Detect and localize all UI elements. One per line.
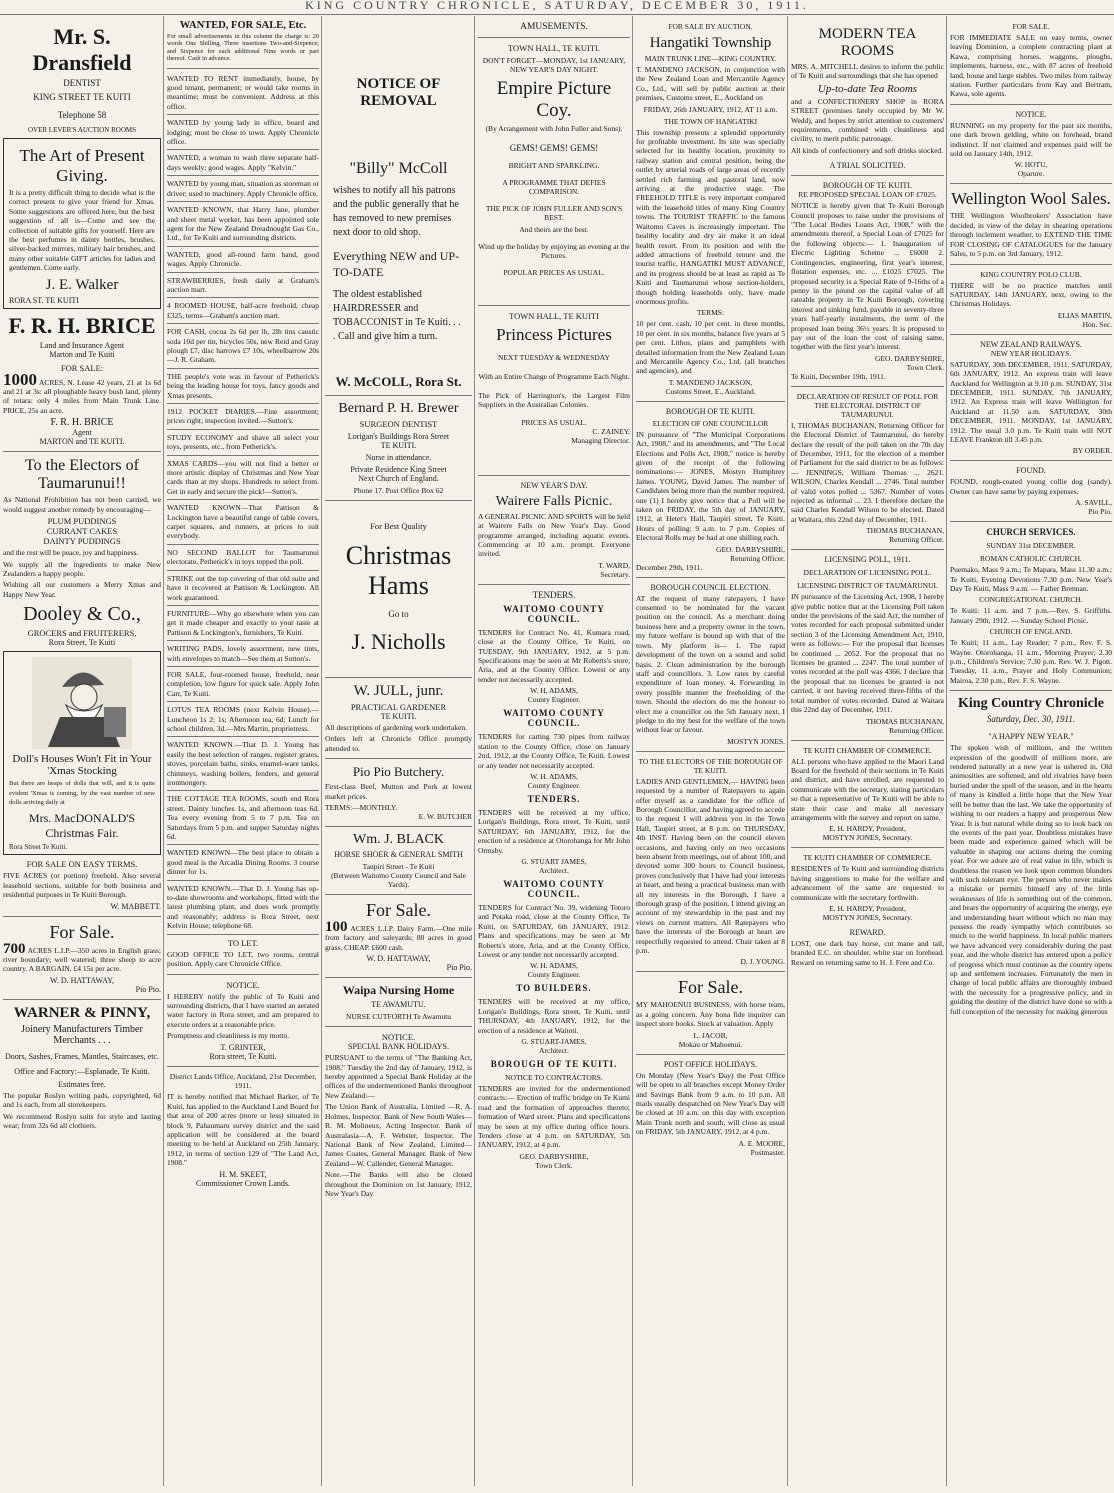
tearooms-body: and a CONFECTIONERY SHOP in RORA STREET (premises lately occupied by Mr W. Wedd), and hopes by strict attention to customers' requirements, combined with cleanliness and civility, to merit public patronage. <box>791 96 944 144</box>
classified-ad: WANTED KNOWN—The best place to obtain a good meal is the Arcadia Dining Rooms. 3 course dinner for 1s. <box>167 848 319 877</box>
tender-role: County Engineer. <box>527 780 581 790</box>
nicholls-pre: For Best Quality <box>370 521 427 531</box>
loan-body: NOTICE is hereby given that Te Kuiti Borough Council proposes to raise under the provisions of "The Local Bodies Loans Act, 1908," with the amendments thereof, a Special Loan of £7025 for the following objects:— 1. Inauguration of Electric Lighting Scheme ... £6000 2. Contingencies, engineering, first year's interest, flotation expenses, etc. ... £1025 £7025. The proposed security is a Special Rate of 9-16ths of a penny in the pound on the capital value of all rateable property in Te Kuiti Borough, covering interest and sinking fund, payable in seventy-three years half-yearly instalments, the term of the proposed loan being 36½ years. It is proposed to pay out of the loan the cost of raising same, together with the first year's interest. <box>791 201 944 352</box>
nicholls-go: Go to <box>388 609 409 619</box>
railways-sub: NEW YEAR HOLIDAYS. <box>990 348 1072 358</box>
licensing-title: LICENSING POLL, 1911. <box>824 555 911 565</box>
hotu-signature: W. HOTU, <box>1014 160 1048 170</box>
loan-borough: BOROUGH OF TE KUITI. <box>822 181 913 191</box>
classified-ad: THE people's vote was in favour of Petherick's being the leading house for toys, fancy goods and Xmas presents. <box>167 371 319 400</box>
empire-programme: A PROGRAMME THAT DEFIES COMPARISON. <box>502 178 606 196</box>
electors-signature: D. J. YOUNG. <box>740 957 785 967</box>
hattaway-place: Pio Pio. <box>135 984 161 994</box>
hangatiki-body: T. MANDENO JACKSON, in conjunction with the New Zealand Loan and Mercantile Agency Co., Ltd., will sell by public auction at their premises, Customs street, E., Auckland on <box>636 65 785 103</box>
bank-list: The Union Bank of Australia, Limited —R. A. Holmes, Inspector. Bank of New South Wales—R. M. Molineux, Acting Inspector. Bank of Australasia—A. F. Webster, Inspector. The National Bank of New Zealand, Limited—James Coates, General Manager. Bank of New Zealand—W. Callender, General Manager. <box>325 1102 472 1168</box>
easyterms-title: FOR SALE ON EASY TERMS. <box>26 859 138 870</box>
jull-body: Orders left at Chronicle Office promptly attended to. <box>325 734 472 753</box>
tender-body: TENDERS will be received at my office, Lorigan's Buildings, Rora street, Te Kuiti, until THURSDAY, 4th JANUARY, 1912, for the erection of a residence at Waitoti. <box>478 997 630 1035</box>
empire-bright: BRIGHT AND SPARKLING. <box>508 161 600 170</box>
waipa-title: Waipa Nursing Home <box>342 983 455 998</box>
licensing-body: IN pursuance of the Licensing Act, 1908, I hereby give public notice that at the Licensing Poll taken under the provisions of the said Act, the number of votes recorded for each proposal submitted under section 3 of the Licensing Amendment Act, 1910, were as follows:— For the proposal that licenses be continued ... 2052. For the proposal that no licenses be granted ... 2247. The total number of votes recorded at the poll was 4366. I declare that the proposal that no licenses be granted is not carried, it not having received three-fifths of the total number of votes recorded. Dated at Waitara this 22nd day of December, 1911. <box>791 592 944 715</box>
column-rule <box>632 16 633 1486</box>
classified-ad: NO SECOND BALLOT for Taumarunui electorate, Petherick's in toys topped the poll. <box>167 547 319 567</box>
classified-ad: FURNITURE—Why go elsewhere when you can get it made cheaper and exactly to your taste at Pattison & Lockington's, furnishers, Te Kuiti. <box>167 608 319 637</box>
hangatiki-body: This township presents a splendid opportunity for profitable investment. Its site was specially selected for its healthy location, proximity to railway station and central position, being the outlet by arterial roads of large areas of recently settled rich farming and pastoral land, now arriving at the productive stage. The FREEHOLD TITLE is very important compared with the leasehold titles of many King Country towns. The TOURIST TRAFFIC to the famous Waitomo Caves is increasingly important. The healthy locality and dry air make it an ideal health resort. From its position and with the added attractions of freehold tenure and the tourist traffic, HANGATIKI MUST ADVANCE, and its progress should be at least as rapid as Te Kuiti and Taumarunui whose section-holders, though holding leaseholds only, have made enormous profits. <box>636 127 785 306</box>
black-name: Wm. J. BLACK <box>353 832 444 848</box>
classified-ad: 1912 POCKET DIARIES.—Fine assortment; prices right; inspection invited.—Sutton's. <box>167 407 319 426</box>
tender-signature: W. H. ADAMS, <box>530 961 578 971</box>
hotu-place: Oparure. <box>1017 169 1045 179</box>
classified-ad: STUDY ECONOMY and shave all select your toys, presents, etc., from Petherick's. <box>167 432 319 452</box>
loan-role: Town Clerk. <box>906 362 944 372</box>
grinter-body: I HEREBY notify the public of Te Kuiti and surrounding districts, that I have started an aerated water factory in Rora street, and am prepared to execute orders at a reasonable price. <box>167 991 319 1029</box>
tender-builders: TO BUILDERS. <box>516 983 592 994</box>
hangatiki-date: FRIDAY, 26th JANUARY, 1912, AT 11 a.m. <box>643 104 778 114</box>
classified-list <box>167 74 319 935</box>
column-rule <box>946 16 947 1486</box>
black-line: Taupiri Street - Te Kuiti <box>362 862 435 872</box>
easyterms-signature: W. MABBETT. <box>110 901 161 911</box>
dooley-body: Wishing all our customers a Merry Xmas and Happy New Year. <box>3 580 161 599</box>
amusements-heading: AMUSEMENTS. <box>520 22 588 32</box>
tender-signature: G. STUART JAMES, <box>521 856 587 866</box>
election-date: December 29th, 1911. <box>636 562 703 572</box>
black-title: HORSE SHOER & GENERAL SMITH <box>334 850 463 860</box>
dooley-item: CURRANT CAKES <box>46 526 118 537</box>
empire-gems: GEMS! GEMS! GEMS! <box>509 143 599 153</box>
classified-ad: THE COTTAGE TEA ROOMS, south end Rora street. Dainty lunches 1s, and afternoon teas 6d. Tea every evening from 5 to 7 p.m. Tea on Saturdays from 5 p.m. and supper Saturday nights 6d. <box>167 794 319 842</box>
classifieds-note: For small advertisements in this column the charge is: 20 words One Shilling, Three insertions Two-and-Sixpence; and Sixpence for each additional Nine words or part thereof. Cash in advance. <box>167 33 319 63</box>
tender-body: TENDERS for Contract No. 39, widening Totoro and Potaka road, close at the County Office, Te Kuiti, on SATURDAY, 6th JANUARY, 1912. Plans and specifications may be seen at Mr Roberts's store, Aria, and at the County Office. Lowest or any tender not necessarily accepted. <box>478 902 630 959</box>
postoffice-signature: A. E. MOORE, <box>738 1138 785 1148</box>
princess-body: The Pick of Harrington's, the Largest Film Suppliers in the Australian Colonies. <box>478 391 630 410</box>
picnic-role: Secretary. <box>600 569 630 579</box>
reward-body: LOST, one dark bay horse, cut mane and tail, branded E.C. on shoulder, white star on forehead. Reward on returning same to H. J. Free and Co. <box>791 938 944 967</box>
church-title: CHURCH SERVICES. <box>986 527 1076 538</box>
forsale-acres: 100 <box>325 919 348 936</box>
dentist-note: OVER LEVER'S AUCTION ROOMS <box>27 126 137 134</box>
election-role: Returning Officer. <box>730 553 785 563</box>
hangatiki-title: Hangatiki Township <box>649 35 772 51</box>
column-rule <box>474 16 475 1486</box>
roslyn-ad: The popular Roslyn writing pads, copyrighted, 6d and 1s each, from all storekeepers. <box>3 1090 161 1110</box>
black-line: (Between Waitomo County Council and Sale Yards). <box>331 871 466 890</box>
postoffice-role: Postmaster. <box>750 1147 785 1157</box>
jacob-signature: L. JACOB, <box>693 1030 728 1040</box>
classified-ad: WANTED TO RENT immediately, house, by good tenant, permanent; or would take rooms in meantime; must be convenient. Address at this office. <box>167 73 319 111</box>
editorial-date: Saturday, Dec. 30, 1911. <box>986 714 1076 725</box>
classified-ad: 4 ROOMED HOUSE, half-acre freehold, cheap £325, terms—Graham's auction mart. <box>167 301 319 320</box>
tenders-heading: TENDERS. <box>532 589 576 600</box>
waipa-place: TE AWAMUTU. <box>371 1000 426 1010</box>
macdonald-title: Doll's Houses Won't Fit in Your 'Xmas Stocking <box>12 753 152 778</box>
macdonald-body: But there are heaps of dolls that will, and it is quite evident 'Xmas is coming, by the vast number of new dolls arriving daily at <box>9 780 155 806</box>
mccoll-body: wishes to notify all his patrons and the public generally that he has removed to new premises next door to old shop. <box>333 185 459 238</box>
tender-contractors: NOTICE TO CONTRACTORS. <box>505 1073 603 1082</box>
butchery-terms: TERMS:—MONTHLY. <box>325 803 398 813</box>
church-rc-body: Puemako, Mass 9 a.m.; Te Mapara, Mass 11.30 a.m.; Te Kuiti, Evening Devotions 7.30 p.m. New Year's Day Te Kuiti, Mass 9 a.m. — Father Brennan. <box>950 565 1112 593</box>
column-3 <box>325 16 472 1486</box>
poll-title: DECLARATION OF RESULT OF POLL FOR THE ELECTORAL DISTRICT OF TAUMARUNUI. <box>796 391 939 419</box>
commerce-signature: E. H. HARDY, President, <box>829 824 906 834</box>
polo-body: THERE will be no practice matches until SATURDAY, 14th JANUARY, next, owing to the Christmas Holidays. <box>950 280 1112 309</box>
licensing-district: LICENSING DISTRICT OF TAUMARUNUI. <box>797 581 938 591</box>
empire-date: DON'T FORGET—MONDAY, 1st JANUARY, NEW YEAR'S DAY NIGHT. <box>482 56 626 74</box>
jull-body: All descriptions of gardening work undertaken. <box>325 723 468 732</box>
lands-signature: H. M. SKEET, <box>219 1169 267 1179</box>
nicholls-name: J. Nicholls <box>351 629 446 654</box>
jull-title: PRACTICAL GARDENER <box>350 702 447 712</box>
hattaway-acres: 700 <box>3 940 26 957</box>
railways-signature: BY ORDER. <box>1072 446 1112 456</box>
easyterms-body: FIVE ACRES (or portion) freehold. Also several leasehold sections, suitable for both business and residential purposes in Te Kuiti Borough. <box>3 871 161 900</box>
mccoll-everything: Everything NEW and UP-TO-DATE <box>333 249 460 279</box>
classified-ad: WANTED, a woman to wash three separate half-days weekly; good wages. Apply "Kelvin." <box>167 153 319 172</box>
warner-office: Office and Factory:—Esplanade, Te Kuiti. <box>14 1066 150 1076</box>
brewer-line: Lorigan's Buildings Rora Street <box>347 432 450 441</box>
election-signature: GEO. DARBYSHIRE, <box>716 544 785 554</box>
princess-body: With an Entire Change of Programme Each Night. <box>478 372 630 381</box>
hangatiki-signature: T. MANDENO JACKSON, <box>668 377 753 387</box>
tender-role: County Engineer. <box>527 970 581 980</box>
brewer-title: SURGEON DENTIST <box>359 419 438 429</box>
polo-title: KING COUNTRY POLO CLUB. <box>980 269 1082 279</box>
walker-title: The Art of Present Giving. <box>19 146 145 185</box>
tearooms-trial: A TRIAL SOLICITED. <box>829 161 906 171</box>
reward-title: REWARD. <box>849 927 886 937</box>
princess-venue: TOWN HALL, TE KUITI <box>509 311 599 321</box>
tender-signature: G. STUART-JAMES, <box>521 1037 587 1046</box>
brice-body: ACRES, N. Lease 42 years, 21 at 1s 6d and 21 at 3s: all ploughable heavy bush land, plenty of totara: only 4 miles from Main Trunk Line. PRICE, 25s an acre. <box>3 377 161 415</box>
church-cong-body: Te Kuiti: 11 a.m. and 7 p.m.—Rev. S. Griffiths. January 29th, 1912. — Sunday School Picnic. <box>950 606 1112 625</box>
classified-ad: WANTED KNOWN.—That D. J. Young has easily the best selection of ranges, register grates, stoves, porcelain baths, sinks, enamel-ware tanks, chimneys, washing boilers, fenders, and general ironmongery. <box>167 740 319 787</box>
polo-signature: ELIAS MARTIN, <box>1057 310 1112 320</box>
railways-title: NEW ZEALAND RAILWAYS. <box>980 339 1082 349</box>
tender-council: WAITOMO COUNTY COUNCIL. <box>503 603 605 624</box>
dooley-item: DAINTY PUDDINGS <box>43 536 121 547</box>
tender-council: WAITOMO COUNTY COUNCIL. <box>503 878 605 899</box>
empire-by: (By Arrangement with John Fuller and Sons). <box>485 124 623 133</box>
brewer-line: Private Residence King Street <box>350 465 447 474</box>
brewer-line: Next Church of England. <box>358 474 439 483</box>
commerce-body: RESIDENTS of Te Kuiti and surrounding districts having suggestions to make for the welfare and advancement of the same are requested to communicate with the secretary forthwith. <box>791 864 944 902</box>
wool-body: THE Wellington Woolbrokers' Association have decided, in view of the delay in shearing operations through inclement weather, to EXTEND THE TIME FOR CLOSING OF CATALOGUES for the January Sales, to 5 p.m. on 3rd January, 1912. <box>950 211 1112 259</box>
election-title: ELECTION OF ONE COUNCILLOR <box>652 418 769 428</box>
editorial-masthead: King Country Chronicle <box>958 696 1104 712</box>
warner-items: Doors, Sashes, Frames, Mantles, Staircases, etc. <box>5 1051 159 1061</box>
walker-ad <box>3 138 161 309</box>
column-rule <box>163 16 164 1486</box>
jacob-place: Mokau or Mahoenui. <box>678 1039 743 1049</box>
princess-signature: C. ZAINEY, <box>592 426 630 436</box>
poll-signature: THOMAS BUCHANAN, <box>866 526 944 536</box>
butchery-body: First-class Beef, Mutton and Pork at lowest market prices. <box>325 782 472 801</box>
picnic-title: Wairere Falls Picnic. <box>495 493 613 509</box>
dooley-body: We supply all the ingredients to make New Zealanders a happy people. <box>3 559 161 578</box>
dooley-title: To the Electors of Taumarunui!! <box>25 457 139 493</box>
classified-ad: STRIKE out the top covering of that old suite and have it recovered at Pattison & Lockington. All work guaranteed. <box>167 573 319 602</box>
loan-signature: GEO. DARBYSHIRE, <box>875 353 944 363</box>
princess-prices: PRICES AS USUAL. <box>521 417 587 427</box>
page-header: KING COUNTRY CHRONICLE, SATURDAY, DECEMBER 30, 1911. <box>0 0 1114 15</box>
editorial-title: "A HAPPY NEW YEAR." <box>988 732 1074 742</box>
classified-ad: LOTUS TEA ROOMS (next Kelvin House).—Luncheon 1s 2; 1s; Afternoon tea, 6d; Lunch for school children, 3d.—Mrs Martin, proprietress. <box>167 705 319 733</box>
santa-illustration <box>32 657 132 749</box>
picnic-body: A GENERAL PICNIC AND SPORTS will be held at Wairere Falls on New Year's Day. Good programme arranged, including aquatic events. Commencing at 10 a.m. prompt. Everyone invited. <box>478 511 630 559</box>
railways-body: SATURDAY, 30th DECEMBER, 1911. SATURDAY, 6th JANUARY, 1912. An express train will leave Auckland for Wellington at 9.10 p.m. SUNDAY, 31st DECEMBER, 1911. SUNDAY, 7th JANUARY, 1912. An Express train will leave Wellington for Auckland at 11.50 a.m. SATURDAY, 30th DECEMBER, 1911. MONDAY, 1st JANUARY, 1912. The usual 3.0 p.m. Te Kuiti train will NOT LEAVE Frankton till 3.45 p.m. <box>950 359 1112 444</box>
licensing-signature: THOMAS BUCHANAN, <box>866 716 944 726</box>
commerce-signature: E. H. HARDY, President, <box>829 903 906 913</box>
column-1 <box>3 16 161 1486</box>
tender-signature: W. H. ADAMS, <box>530 686 578 696</box>
tender-role: Architect. <box>539 1046 569 1055</box>
plant-body: FOR IMMEDIATE SALE on easy terms, owner leaving Dominion, a complete contracting plant at Kawa, comprising horses, waggons, ploughs, implements, harness, etc., with 87 acres of freehold land, house and large stables. Two miles from railway station. Further particulars from Kay and Bertram, Kawa, sole agents. <box>950 33 1112 99</box>
warner-name: WARNER & PINNY, <box>13 1004 151 1021</box>
election-body: IN pursuance of "The Municipal Corporations Act, 1908," and its amendments, and "The Local Elections and Polls Act, 1908," notice is hereby given of the receipt of the following nominations:— JONES, Mostyn Humphrey James. YOUNG, David James. The number of Candidates being more than the number required, one (1) I hereby give notice that a Poll will be taken on FRIDAY, the 5th day of JANUARY, 1912, at Hetet's Hall, Taupiri street, Te Kuiti. Hours of polling: 9 a.m. to 7 p.m. Copies of Electoral Rolls may be had at one shilling each. <box>636 429 785 543</box>
bank-title: NOTICE. <box>381 1032 416 1043</box>
column-rule <box>321 16 322 1486</box>
tender-body: TENDERS for Contract No. 41, Kumara road, close at the County Office, Te Kuiti, on TUESDAY, 9th JANUARY, 1912, at 5 p.m. Specifications may be seen at Mr Roberts's store, Aria, and at the County Office. Lowest or any tender not necessarily accepted. <box>478 627 630 684</box>
tolet-title: TO LET. <box>227 937 259 948</box>
macdonald-ad <box>3 651 161 855</box>
waipa-nurse: NURSE CUTFORTH Te Awamutu <box>345 1012 452 1022</box>
commerce-title: TE KUITI CHAMBER OF COMMERCE. <box>803 745 932 755</box>
walker-body: It is a pretty difficult thing to decide what is the correct present to give your friend for Xmas. Some suggestions are offered here, but the best suggestion of all is—Come and see the collection of suitable gifts for yourself. Here are the best perfumes in dainty bottles, brushes, silver-backed mirrors, military hair brushes, and many other suitable GIFT articles for ladies and gentlemen. Come early. <box>9 188 155 273</box>
hattaway-signature: W. D. HATTAWAY, <box>50 975 114 985</box>
council-title: BOROUGH COUNCIL ELECTION. <box>650 582 771 592</box>
tender-role: County Engineer. <box>527 695 581 705</box>
macdonald-name: Mrs. MacDONALD'S Christmas Fair. <box>28 811 136 841</box>
warner-trade: Joinery Manufacturers Timber Merchants . . . <box>21 1023 143 1046</box>
commerce-title: TE KUITI CHAMBER OF COMMERCE. <box>803 853 932 863</box>
classified-ad: STRAWBERRIES, fresh daily at Graham's auction mart. <box>167 275 319 294</box>
column-5 <box>636 16 785 1486</box>
tolet-body: GOOD OFFICE TO LET, two rooms, central position. Apply care Chronicle Office. <box>167 949 319 969</box>
found-title: FOUND. <box>1016 466 1046 476</box>
commerce-signature: MOSTYN JONES, Secretary. <box>822 833 913 843</box>
dooley-body: and the rest will be peace, joy and happiness. <box>3 548 139 558</box>
electors-body: LADIES AND GENTLEMEN,— HAVING been requested by a number of Ratepayers to again offer myself as a candidate for the office of Borough Councillor, and having agreed to accede to the request I will address you in the Town Hall, Taupiri street, at 8 p.m. on THURSDAY, 4th INST. Having been on the council eleven occasions, and having only on two occasions been absent from meetings, out of about 100, and devoted some 300 hours to Council business, proves conclusively that I have had your interests at heart, and being a practical business man with all my interests in the Borough, I have a thorough grasp of the position. I intend giving an account of my stewardship in the past and my views on current matters. All Ratepayers who have the interests of the Borough at heart are respectfully requested to attend. Chair taken at 8 p.m. <box>636 776 785 956</box>
church-coe: CHURCH OF ENGLAND. <box>989 627 1073 637</box>
tender-role: Town Clerk. <box>535 1160 573 1170</box>
loan-date: Te Kuiti, December 19th, 1911. <box>791 371 886 381</box>
found-place: Pio Pio. <box>1088 507 1112 517</box>
brewer-line: TE KUITI. <box>380 441 417 450</box>
picnic-pre: NEW YEAR'S DAY. <box>520 480 588 490</box>
bank-note: Note.—The Banks will also be closed throughout the Dominion on 1st January, 1912, New Year's Day <box>325 1170 472 1198</box>
church-rc: ROMAN CATHOLIC CHURCH. <box>980 554 1082 564</box>
grinter-title: NOTICE. <box>226 979 260 990</box>
classified-ad: WANTED KNOWN.—That D. J. Young has up-to-date showrooms and workshops, fitted with the latest plumbing plant, and does work promptly and reasonably; address is Rora Street, next Kelvin House; telephone 68. <box>167 883 319 931</box>
princess-when: NEXT TUESDAY & WEDNESDAY <box>498 353 610 362</box>
hangatiki-town: THE TOWN OF HANGATIKI <box>663 116 758 126</box>
dooley-trade: GROCERS and FRUITERERS, <box>27 628 137 639</box>
classified-ad: WANTED by young lady in office, board and lodging; must be close to town. Apply Chronicle office. <box>167 118 319 147</box>
brewer-name: Bernard P. H. Brewer <box>338 401 459 416</box>
hattaway-body: ACRES L.I.P.—350 acres in English grass; river boundary; well watered; three sheep to acre country. A BARGAIN. £4 15s per acre. <box>3 945 161 974</box>
macdonald-address: Rora Street Te Kuiti. <box>9 843 68 852</box>
tearooms-sub: Up-to-date Tea Rooms <box>817 82 918 95</box>
empire-title: Empire Picture Coy. <box>496 78 612 121</box>
picnic-signature: T. WARD, <box>598 560 630 570</box>
forsale-title: For Sale. <box>366 900 431 921</box>
dentist-address: KING STREET TE KUITI <box>33 92 131 102</box>
lands-body: IT is hereby notified that Michael Barker, of Te Kuiti, has applied to the Auckland Land Board for that area of 200 acres (more or less) situated in block 9, Pahaumaru survey district and the said application will be considered at the board meeting to be held at Auckland on 25th January, 1912, in terms of section 129 of "The Land Act, 1908." <box>167 1092 319 1168</box>
hotu-body: RUNNING on my property for the past six months, one dark brown gelding, white on forehead, brand indistinct. If not claimed and expenses paid will be sold on January 14th, 1912. <box>950 120 1112 159</box>
loan-title: RE PROPOSED SPECIAL LOAN OF £7025. <box>798 190 937 200</box>
jull-name: W. JULL, junr. <box>353 683 444 699</box>
dentist-name: Mr. S. Dransfield <box>32 24 132 75</box>
brice-forsale: FOR SALE: <box>60 362 104 373</box>
hangatiki-sub: MAIN TRUNK LINE—KING COUNTRY. <box>644 54 777 63</box>
found-body: FOUND, rough-coated young collie dog (sandy). Owner can have same by paying expenses. <box>950 477 1112 496</box>
tender-body: TENDERS will be received at my office, Lorigan's Buildings, Rora street, Te Kuiti, until SATURDAY, 6th JANUARY, 1912, for the erection of a residence at Otorohanga for Mr John Ormsby. <box>478 807 630 855</box>
tenders-heading: TENDERS. <box>527 793 581 804</box>
lands-role: Commissioner Crown Lands. <box>196 1178 290 1188</box>
grinter-signature: T. GRINTER, <box>220 1042 266 1052</box>
forsale-body: ACRES L.I.P. Dairy Farm.—One mile from factory and saleyards; 80 acres in good grass. CHEAP. £600 cash. <box>325 924 472 952</box>
commerce-signature: MOSTYN JONES, Secretary. <box>822 912 913 922</box>
brice-name: F. R. H. BRICE <box>8 312 156 338</box>
classified-ad: FOR SALE, four-roomed house, freehold, near completion, low figure for quick sale. Apply John Carr, Te Kuiti. <box>167 669 319 698</box>
tearooms-body: All kinds of confectionery and soft drinks stocked. <box>791 145 944 155</box>
mccoll-signature: W. McCOLL, Rora St. <box>335 374 462 389</box>
forsale-signature: W. D. HATTAWAY, <box>366 954 431 964</box>
grinter-place: Rora street, Te Kuiti. <box>209 1051 277 1061</box>
hattaway-title: For Sale. <box>49 921 115 942</box>
brewer-phone: Phone 17. Post Office Box 62 <box>353 486 444 495</box>
empire-theirs: And theirs are the best. <box>519 225 589 234</box>
removal-heading: NOTICE OF REMOVAL <box>356 76 441 109</box>
column-rule <box>787 16 788 1486</box>
electors-title: TO THE ELECTORS OF THE BOROUGH OF TE KUITI. <box>638 756 783 775</box>
election-borough: BOROUGH OF TE KUITI. <box>665 406 756 416</box>
postoffice-body: On Monday (New Year's Day) the Post Office will be open to all branches except Money Order and Savings Bank from 9 a.m. to 10 p.m. All mails usually despatched on New Year's Day will be closed at 10 a.m. on this day with exception Main Trunk north and south, will close as usual on FRIDAY, 5th JANUARY, 1912, at 4 p.m. <box>636 1070 785 1137</box>
classified-ad: XMAS CARDS—you will not find a better or more artistic display of Christmas and New Year cards than at my shops. Hundreds to select from. Get in early and secure the pick!—Sutton's. <box>167 458 319 496</box>
brice-line: Marton and Te Kuiti <box>49 349 115 359</box>
mccoll-name: "Billy" McColl <box>349 160 448 177</box>
commerce-body: ALL persons who have applied to the Maori Land Board for the freehold of their sections in Te Kuiti and district, and have enrolled, are requested to communicate with the secretary, stating particulars so that a representative of Te Kuiti will be able to state their case and make all necessary arrangements with the survey and report on same. <box>791 756 944 822</box>
butchery-title: Pio Pio Butchery. <box>352 764 445 780</box>
dooley-item: PLUM PUDDINGS <box>47 516 117 527</box>
empire-prices: POPULAR PRICES AS USUAL. <box>503 268 605 277</box>
tender-body: TENDERS are invited for the undermentioned contracts:— Erection of traffic bridge on Te Kumi road and the formation of approaches thereto; formation of Ward street. Plans and specifications may be seen at my office during office hours. Tenders close at 4 p.m. on SATURDAY, 5th JANUARY, 1912, at 4 p.m. <box>478 1084 630 1150</box>
grinter-body: Promptness and cleanliness is my motto. <box>167 1031 290 1041</box>
plant-title: FOR SALE. <box>1012 22 1050 31</box>
hangatiki-place: Customs Street, E., Auckland. <box>665 386 756 396</box>
column-4 <box>478 16 630 1486</box>
brice-agent: Agent <box>72 428 92 438</box>
found-signature: A. SAVILL, <box>1075 498 1112 508</box>
empire-venue: TOWN HALL, TE KUITI. <box>508 43 600 53</box>
council-body: AT the request of many ratepayers, I have consented to be nominated for the vacant position on the council. As a merchant doing business here and a property owner in the town, my future welfare is bound up with that of the town. My platform is— 1. The rapid development of the town on a sound and solid basis. 2. Clean administration by the borough staff and councillors. 3. Low rates by careful expenditure of loan money. 4. Forwarding in every possible manner the freeholding of the town. Should the electors do me the honour to elect me a councillor on the 5th January next, I pledge to do my best for the welfare of the town without fear or favour. <box>636 593 785 735</box>
classified-ad: WANTED KNOWN, that Harry Jane, plumber and sheet metal worker, has been appointed sole agent for the New Zealand Dreadnought Gas Co., Ltd., for Te Kuiti and surrounding districts. <box>167 205 319 243</box>
classified-ad: WRITING PADS, lovely assortment, new tints, with envelopes to match—See them at Sutton's. <box>167 644 319 663</box>
classifieds-heading: WANTED, FOR SALE, Etc. <box>179 20 307 31</box>
empire-pick: THE PICK OF JOHN FULLER AND SON'S BEST. <box>485 204 623 222</box>
hangatiki-terms: TERMS: <box>696 308 725 318</box>
classified-ad: FOR CASH, cocoa 2s 6d per lb, 2lb tins caustic soda 10d per tin, bicycles 50s, new Reid and Gray plough £7, disc harrows £7 10s, wheelbarrow 20s—J. R. Graham. <box>167 327 319 365</box>
bank-body: PURSUANT to the terms of "The Banking Act, 1908," Tuesday the 2nd day of January, 1912, is hereby appointed a Special Bank Holiday at the offices of the undermentioned Banks throughout New Zealand:— <box>325 1053 472 1100</box>
church-date: SUNDAY 31st DECEMBER. <box>986 541 1076 551</box>
poll-body: I, THOMAS BUCHANAN, Returning Officer for the Electoral District of Taumarunui, do hereby declare the result of the poll taken on the 7th day of December, 1911, for the election of a member of Parliament for the said district to be as follows:— JENNINGS, William Thomas ... 2621. WILSON, Charles Kendall ... 2746. Total number of valid votes polled ... 5367. Number of votes rejected as informal ... 23. I therefore declare the said Charles Kendall Wilson to be elected. Dated at Waitara, this 22nd day of December, 1911. <box>791 420 944 524</box>
jacob-title: For Sale. <box>678 977 743 998</box>
hotu-title: NOTICE. <box>1015 109 1047 119</box>
princess-role: Managing Director. <box>571 435 630 445</box>
warner-estimates: Estimates free. <box>58 1079 106 1089</box>
nicholls-title: Christmas Hams <box>345 541 452 600</box>
church-cong: CONGREGATIONAL CHURCH. <box>979 595 1083 605</box>
dooley-body: As National Prohibition has not been carried, we would suggest another remedy by encouraging— <box>3 495 161 514</box>
tender-role: Architect. <box>539 865 569 875</box>
polo-role: Hon. Sec. <box>1082 319 1112 329</box>
bank-sub: SPECIAL BANK HOLIDAYS. <box>348 1042 449 1052</box>
editorial-body: The spoken wish of millions, and the written expression of the goodwill of millions more, are rendered naturally at a new year is ushered in. Old animosities are softened, and old rivalries have been buried under the spell of the season, and in the hearts of many is kindled a little hope that the New Year will be better than the last. We take the opportunity of wishing to our readers a happy and prosperous New Year. It is but natural while doing so to look back on the events of the past year. Doubtless mistakes have been made and experience gained which will be valuable in shaping our actions during the coming year. For we adore are of real value in life, which is doubtless the reason we look upon common blunders with such tolerant eye. The person who never makes a mistake or permits himself any of the little weaknesses of life is something out of the common, and bears the opportunity of acquiring the energy, eye and understanding heart without which no man may possess the ready sympathy which contributes so much to the world happiness. In local public matters we have advanced very considerably during the past year, and the whole district has entered upon a policy of progress which must continue as the country opens up and settlement increases. Fortunately the men in charge of local public affairs are thoroughly imbued with the necessity for a progressive policy, and in guiding the destiny of the district have done so with a full conception of the necessity for making generous <box>950 743 1112 1016</box>
brice-place: MARTON and TE KUITI. <box>39 437 125 447</box>
council-signature: MOSTYN JONES. <box>727 736 785 746</box>
jull-place: TE KUITI. <box>380 712 417 721</box>
hangatiki-body: 10 per cent. cash, 10 per cent. in three months, 10 per cent. in six months, balance five years at 5 per cent. Lithos, plans and pamphlets with detailed information from the New Zealand Loan and Mercantile Agency Co., Ltd. (all branches and agencies), and <box>636 319 785 376</box>
walker-name: J. E. Walker <box>45 276 119 293</box>
tender-borough: BOROUGH OF TE KUITI. <box>490 1059 618 1069</box>
licensing-sub: DECLARATION OF LICENSING POLL. <box>803 568 932 578</box>
brice-acres: 1000 <box>3 369 37 389</box>
tender-signature: W. H. ADAMS, <box>530 771 578 781</box>
postoffice-title: POST OFFICE HOLIDAYS. <box>663 1059 758 1069</box>
dooley-address: Rora Street, Te Kuiti <box>48 638 116 648</box>
poll-role: Returning Officer. <box>889 535 944 545</box>
lands-place: District Lands Office, Auckland, 21st December, 1911. <box>169 1071 317 1090</box>
auction-heading: FOR SALE BY AUCTION. <box>668 22 753 31</box>
brice-line: Land and Insurance Agent <box>39 340 125 350</box>
brice-signature: F. R. H. BRICE <box>50 417 114 429</box>
brewer-line: Nurse in attendance. <box>365 453 432 462</box>
licensing-role: Returning Officer. <box>889 725 944 735</box>
empire-wind: Wind up the holiday by enjoying an evening at the Pictures. <box>478 242 630 260</box>
dooley-name: Dooley & Co., <box>23 603 141 626</box>
jacob-body: MY MAHOENUI BUSINESS, with horse team, as a going concern. Any bona fide inquirer can inspect store books. Stock at valuation. Apply <box>636 1000 785 1029</box>
tearooms-title: MODERN TEA ROOMS <box>818 26 917 59</box>
column-6 <box>791 16 944 1486</box>
dentist-phone: Telephone 58 <box>57 110 107 120</box>
column-2 <box>167 16 319 1486</box>
tender-council: WAITOMO COUNTY COUNCIL. <box>503 708 605 729</box>
tender-signature: GEO. DARBYSHIRE, <box>519 1151 589 1161</box>
mccoll-body: The oldest established HAIRDRESSER and TOBACCONIST in Te Kuiti. . . . Call and give him a turn. <box>333 289 461 342</box>
classified-ad: WANTED, good all-round farm hand, good wages. Apply Chronicle. <box>167 249 319 269</box>
church-coe-body: Te Kuiti; 11 a.m., Lay Reader; 7 p.m., Rev. F. S. Wayne. Otorohanga, 11 a.m., Morning Prayer; 2.30 p.m., Children's Service; 7.30 p.m. Rev. W. J. Pigott. Tuesday, 11 a.m., Prayer and Holy Communion; Mairoa, 2.30 p.m., Rev. F. S. Wayne. <box>950 638 1112 685</box>
wool-title: Wellington Wool Sales. <box>951 189 1111 209</box>
classified-ad: WANTED by young man, situation as storeman or driver; used to machinery. Apply Chronicle office. <box>167 179 319 198</box>
roslyn-ad: We recommend Roslyn suits for style and lasting wear; from 32s 6d all clothiers. <box>3 1111 161 1130</box>
butchery-signature: E. W. BUTCHER <box>418 812 472 822</box>
column-7 <box>950 16 1112 1486</box>
princess-title: Princess Pictures <box>496 325 612 344</box>
dentist-title: DENTIST <box>63 78 101 88</box>
tearooms-body: MRS. A. MITCHELL desires to inform the public of Te Kuiti and surroundings that she has opened <box>791 62 944 81</box>
walker-address: RORA ST. TE KUITI <box>9 295 79 305</box>
classified-ad: WANTED KNOWN—That Pattison & Lockington have a beautiful range of table covers, carpet squares, and runners, at prices to suit everybody. <box>167 503 319 541</box>
forsale-place: Pio Pio. <box>446 963 472 973</box>
tender-body: TENDERS for carting 730 pipes from railway station to the County Office, close on January 2nd, 1912, at the County Office, Te Kuiti. Lowest or any tender not necessarily accepted. <box>478 732 630 770</box>
